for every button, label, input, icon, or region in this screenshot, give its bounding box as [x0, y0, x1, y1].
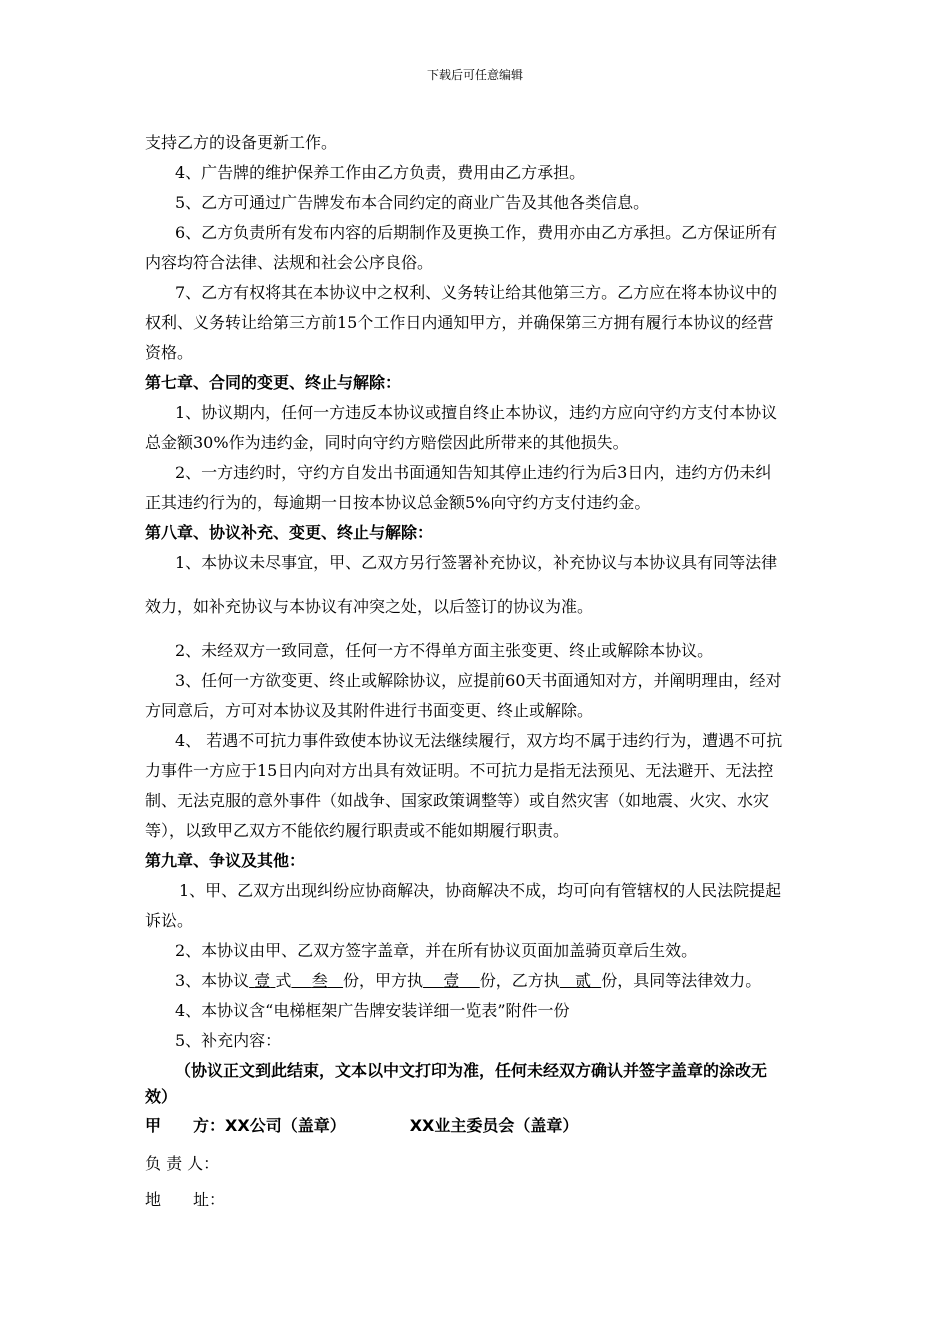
paragraph-line: 等），以致甲乙双方不能依约履行职责或不能如期履行职责。 — [145, 821, 570, 840]
paragraph-line: 权利、义务转让给第三方前15个工作日内通知甲方，并确保第三方拥有履行本协议的经营 — [145, 313, 774, 332]
copies-value: 壹 — [443, 971, 460, 990]
copies-text: 份，具同等法律效力。 — [601, 971, 762, 990]
ch7-clause-1: 1、协议期内，任何一方违反本协议或擅自终止本协议，违约方应向守约方支付本协议 — [175, 403, 778, 422]
ch9-clause-4: 4、本协议含“电梯框架广告牌安装详细一览表”附件一份 — [175, 1001, 570, 1020]
paragraph-line: 内容均符合法律、法规和社会公序良俗。 — [145, 253, 434, 272]
paragraph-line: 正其违约行为的，每逾期一日按本协议总金额5%向守约方支付违约金。 — [145, 493, 651, 512]
party-a-name: XX公司（盖章） — [225, 1116, 346, 1135]
chapter-7-heading: 第七章、合同的变更、终止与解除： — [145, 373, 402, 392]
copies-text: 份，甲方执 — [343, 971, 424, 990]
signature-party-row — [145, 1108, 813, 1144]
chapter-8-heading: 第八章、协议补充、变更、终止与解除： — [145, 523, 434, 542]
party-b-name: XX业主委员会（盖章） — [409, 1116, 579, 1135]
paragraph-line: 诉讼。 — [145, 911, 194, 930]
copies-value: 壹 — [254, 971, 271, 990]
paragraph-line: 支持乙方的设备更新工作。 — [145, 133, 338, 152]
responsible-person-field: 负 责 人： — [145, 1154, 220, 1173]
address-field: 地 址： — [145, 1190, 226, 1209]
document-body — [145, 128, 813, 1218]
ch9-clause-1: 1、甲、乙双方出现纠纷应协商解决，协商解决不成，均可向有管辖权的人民法院提起 — [179, 881, 782, 900]
ch9-clause-2: 2、本协议由甲、乙双方签字盖章，并在所有协议页面加盖骑页章后生效。 — [175, 941, 698, 960]
chapter-9-heading: 第九章、争议及其他： — [145, 851, 306, 870]
ch8-clause-1: 1、本协议未尽事宜，甲、乙双方另行签署补充协议，补充协议与本协议具有同等法律 — [175, 553, 778, 572]
clause-6: 6、乙方负责所有发布内容的后期制作及更换工作，费用亦由乙方承担。乙方保证所有 — [175, 223, 778, 242]
paragraph-line: 资格。 — [145, 343, 194, 362]
ch8-clause-3: 3、任何一方欲变更、终止或解除协议，应提前60天书面通知对方，并阐明理由，经对 — [175, 671, 782, 690]
paragraph-line: 方同意后，方可对本协议及其附件进行书面变更、终止或解除。 — [145, 701, 594, 720]
closing-note: （协议正文到此结束，文本以中文打印为准，任何未经双方确认并签字盖章的涂改无 — [175, 1061, 768, 1080]
clause-4: 4、广告牌的维护保养工作由乙方负责，费用由乙方承担。 — [175, 163, 586, 182]
copies-value: 贰 — [575, 971, 592, 990]
clause-5: 5、乙方可通过广告牌发布本合同约定的商业广告及其他各类信息。 — [175, 193, 650, 212]
paragraph-line: 效力，如补充协议与本协议有冲突之处，以后签订的协议为准。 — [145, 597, 594, 616]
ch8-clause-2: 2、未经双方一致同意，任何一方不得单方面主张变更、终止或解除本协议。 — [175, 641, 714, 660]
copies-text: 份，乙方执 — [479, 971, 560, 990]
copies-text: 3、本协议 — [175, 971, 250, 990]
closing-note: 效） — [145, 1087, 178, 1106]
page-header: 下载后可任意编辑 — [426, 68, 523, 82]
paragraph-line: 力事件一方应于15日内向对方出具有效证明。不可抗力是指无法预见、无法避开、无法控 — [145, 761, 774, 780]
paragraph-line: 制、无法克服的意外事件（如战争、国家政策调整等）或自然灾害（如地震、火灾、水灾 — [145, 791, 770, 810]
ch9-clause-5: 5、补充内容： — [175, 1031, 282, 1050]
ch7-clause-2: 2、一方违约时，守约方自发出书面通知告知其停止违约行为后3日内，违约方仍未纠 — [175, 463, 772, 482]
ch8-clause-4: 4、 若遇不可抗力事件致使本协议无法继续履行，双方均不属于违约行为，遭遇不可抗 — [175, 731, 783, 750]
copies-text: 式 — [275, 971, 292, 990]
paragraph-line: 总金额30%作为违约金，同时向守约方赔偿因此所带来的其他损失。 — [145, 433, 629, 452]
party-a-label: 甲 方： — [145, 1116, 226, 1135]
copies-value: 叁 — [311, 971, 328, 990]
clause-7: 7、乙方有权将其在本协议中之权利、义务转让给其他第三方。乙方应在将本协议中的 — [175, 283, 778, 302]
ch9-clause-3 — [145, 966, 813, 996]
